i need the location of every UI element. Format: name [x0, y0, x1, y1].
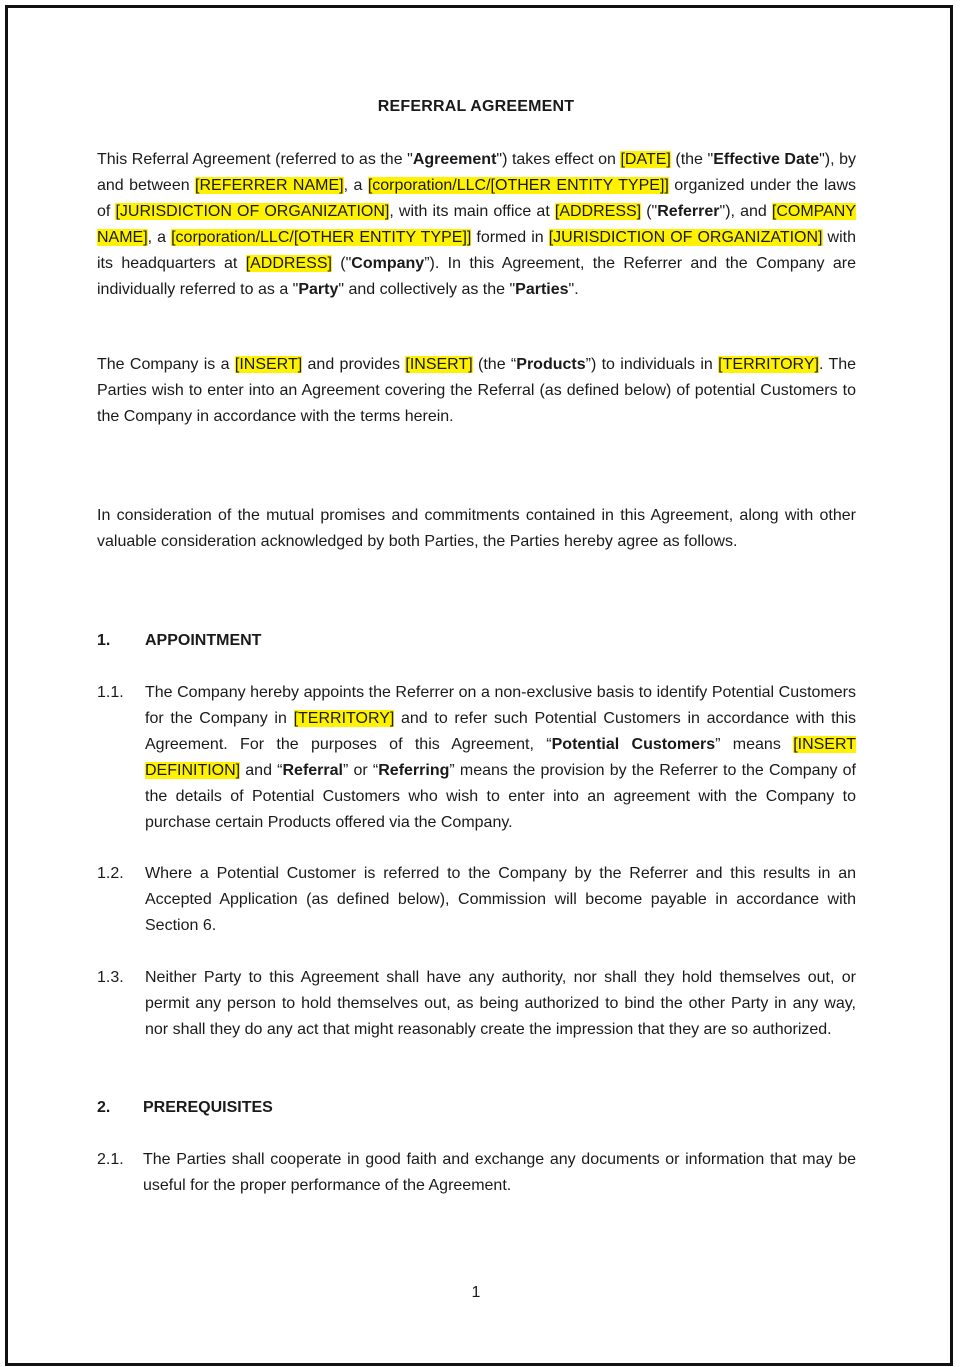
placeholder-insert: [INSERT]	[405, 356, 473, 373]
placeholder-referrer-name: [REFERRER NAME]	[195, 177, 344, 194]
section-title: APPOINTMENT	[145, 632, 262, 649]
intro-text: ") takes effect on	[496, 151, 621, 168]
section-number: 1.	[97, 632, 111, 649]
placeholder-insert-definition: [INSERT DEFINITION]	[145, 736, 857, 779]
clause-1-1	[97, 680, 856, 836]
intro-text: , with its main office at	[389, 203, 555, 220]
clause-text-run: The Company hereby appoints the Referrer on a non-exclusive basis to identify Potential Customers for the Company in	[145, 684, 856, 727]
placeholder-territory: [TERRITORY]	[718, 356, 819, 373]
clause-text: The Parties shall cooperate in good faith and exchange any documents or information that may be useful for the proper performance of the Agreement.	[143, 1151, 856, 1194]
clause-number: 1.2.	[97, 865, 124, 882]
clause-text-run: ” means the provision by the Referrer to the Company of the details of Potential Customers who wish to enter into an agreement with the Company to purchase certain Products offered via the Company.	[145, 762, 856, 831]
page-number: 1	[471, 1284, 481, 1301]
clause-1-2	[97, 861, 856, 939]
intro-text: "), by and between	[97, 151, 857, 194]
placeholder-company-name: [COMPANY NAME]	[97, 203, 857, 246]
placeholder-entity-type: [corporation/LLC/[OTHER ENTITY TYPE]]	[367, 177, 669, 194]
defined-term-referrer: Referrer	[657, 203, 720, 220]
placeholder-address: [ADDRESS]	[245, 255, 332, 272]
defined-term-company: Company	[351, 255, 425, 272]
section-heading-appointment	[97, 628, 261, 654]
placeholder-address: [ADDRESS]	[554, 203, 642, 220]
section-number: 2.	[97, 1099, 111, 1116]
clause-text: Neither Party to this Agreement shall have any authority, nor shall they hold themselves out, or permit any person to hold themselves out, as being authorized to bind the other Party in any way, nor shall they do any act that might reasonably create the impression that they are so authorized.	[145, 969, 856, 1038]
clause-text-run: ” means	[715, 736, 794, 753]
placeholder-jurisdiction: [JURISDICTION OF ORGANIZATION]	[548, 229, 823, 246]
clause-1-3	[97, 965, 856, 1043]
clause-number: 1.3.	[97, 969, 124, 986]
placeholder-territory: [TERRITORY]	[293, 710, 395, 727]
intro-text: ”). In this Agreement, the Referrer and the Company are individually referred to as a "	[97, 255, 856, 298]
intro-text: , a	[147, 229, 172, 246]
intro-text: ("	[641, 203, 658, 220]
recital-text: ”) to individuals in	[585, 356, 719, 373]
defined-term-potential-customers: Potential Customers	[551, 736, 716, 753]
clause-text	[145, 680, 856, 836]
document-title: REFERRAL AGREEMENT	[377, 98, 575, 115]
recital-text: and provides	[302, 356, 406, 373]
clause-text: Where a Potential Customer is referred to the Company by the Referrer and this results in an Accepted Application (as defined below), Commission will become payable in accordance with Section 6.	[145, 865, 856, 934]
recital-text: (the “	[472, 356, 517, 373]
clause-number: 2.1.	[97, 1151, 124, 1168]
intro-text: (the "	[670, 151, 714, 168]
clause-2-1	[97, 1147, 856, 1199]
defined-term-products: Products	[516, 356, 586, 373]
clause-text-run: ” or “	[342, 762, 379, 779]
consideration-paragraph: In consideration of the mutual promises and commitments contained in this Agreement, along with other valuable consideration acknowledged by both Parties, the Parties hereby agree as follows.	[97, 507, 856, 550]
placeholder-entity-type: [corporation/LLC/[OTHER ENTITY TYPE]]	[171, 229, 472, 246]
intro-text: ("	[331, 255, 352, 272]
section-heading-prerequisites	[97, 1095, 273, 1121]
placeholder-jurisdiction: [JURISDICTION OF ORGANIZATION]	[115, 203, 390, 220]
defined-term-agreement: Agreement	[412, 151, 497, 168]
recital-paragraph	[97, 352, 856, 430]
defined-term-referral: Referral	[282, 762, 343, 779]
intro-text: ".	[568, 281, 579, 298]
clause-text-run: and “	[240, 762, 283, 779]
section-title: PREREQUISITES	[143, 1099, 273, 1116]
recital-text: The Company is a	[97, 356, 235, 373]
clause-text-run: and to refer such Potential Customers in accordance with this Agreement. For the purposes of this Agreement, “	[145, 710, 856, 753]
intro-text: with its headquarters at	[97, 229, 856, 272]
defined-term-referring: Referring	[378, 762, 450, 779]
defined-term-party: Party	[298, 281, 339, 298]
defined-term-effective-date: Effective Date	[713, 151, 820, 168]
placeholder-date: [DATE]	[620, 151, 671, 168]
recital-text: . The Parties wish to enter into an Agreement covering the Referral (as defined below) of potential Customers to the Company in accordance with the terms herein.	[97, 356, 857, 425]
intro-text: "), and	[719, 203, 772, 220]
defined-term-parties: Parties	[515, 281, 569, 298]
clause-number: 1.1.	[97, 684, 124, 701]
intro-text: formed in	[471, 229, 549, 246]
intro-text: " and collectively as the "	[338, 281, 516, 298]
intro-text: , a	[343, 177, 368, 194]
intro-text: organized under the laws of	[97, 177, 857, 220]
placeholder-insert: [INSERT]	[234, 356, 303, 373]
intro-paragraph	[97, 147, 856, 303]
intro-text: This Referral Agreement (referred to as the "	[97, 151, 413, 168]
